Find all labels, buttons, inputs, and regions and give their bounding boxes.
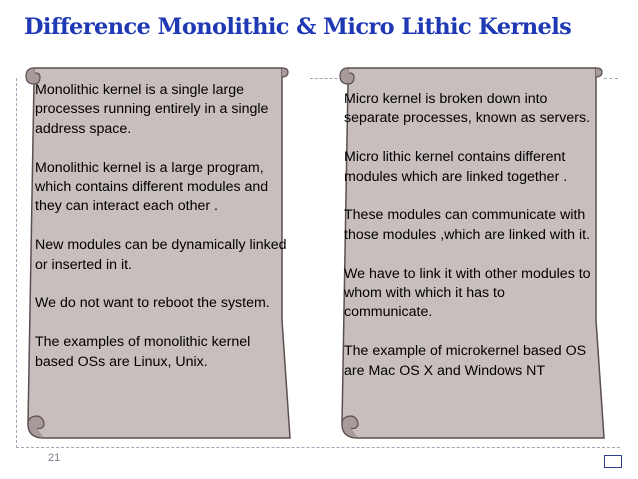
- right-paragraph: These modules can communicate with those modules ,which are linked with it.: [344, 207, 591, 243]
- left-paragraph: The examples of monolithic kernel based OSs are Linux, Unix.: [35, 334, 251, 370]
- right-paragraph: We have to link it with other modules to whom with which it has to communicate.: [344, 265, 591, 321]
- right-paragraph: Micro lithic kernel contains different modules which are linked together .: [344, 149, 568, 185]
- left-paragraph: Monolithic kernel is a single large processes running entirely in a single address space.: [35, 82, 269, 137]
- right-scroll-text: [344, 90, 596, 381]
- right-paragraph: Micro kernel is broken down into separate processes, known as servers.: [344, 91, 591, 127]
- left-scroll-panel: [20, 62, 292, 452]
- left-paragraph: New modules can be dynamically linked or inserted in it.: [35, 237, 287, 273]
- left-scroll-text: [35, 81, 287, 372]
- left-paragraph: We do not want to reboot the system.: [35, 295, 270, 312]
- right-paragraph: The example of microkernel based OS are Mac OS X and Windows NT: [344, 343, 587, 379]
- left-paragraph: Monolithic kernel is a large program, which contains different modules and they can interact each other .: [35, 159, 269, 215]
- divider-top-right: [604, 78, 618, 79]
- right-scroll-panel: [334, 62, 606, 452]
- slide-nav-icon[interactable]: [604, 455, 622, 468]
- slide-title: Difference Monolithic & Micro Lithic Kernels: [24, 14, 572, 40]
- page-number: 21: [48, 452, 61, 464]
- divider-vertical-left: [16, 78, 17, 448]
